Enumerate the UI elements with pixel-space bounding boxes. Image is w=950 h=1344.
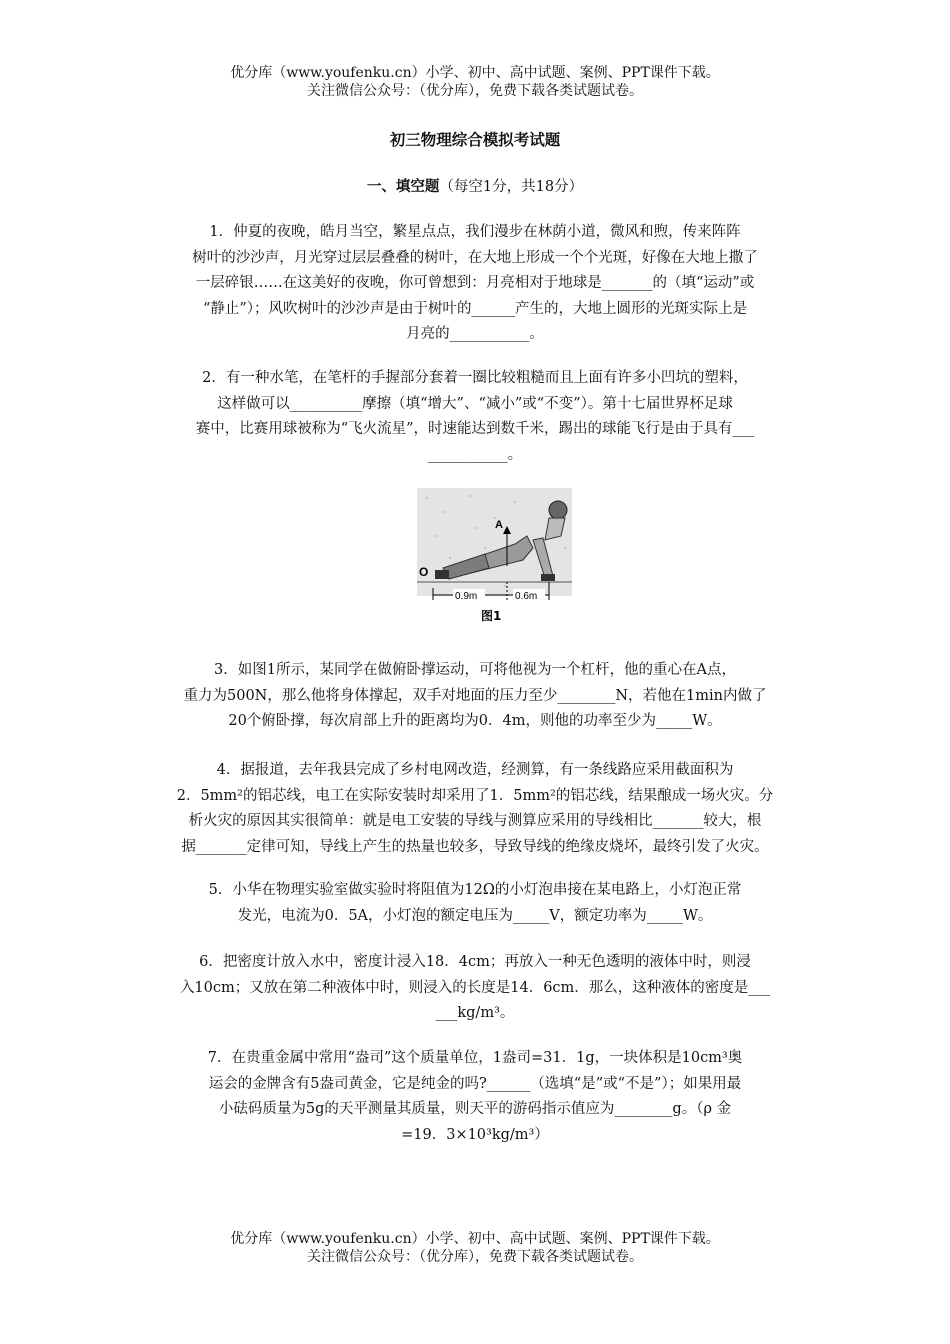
question-line: 入10cm；又放在第二种液体中时，则浸入的长度是14．6cm．那么，这种液体的密度是___ (179, 979, 771, 996)
question-line: 树叶的沙沙声，月光穿过层层叠叠的树叶，在大地上形成一个个光斑，好像在大地上撒了 (192, 249, 758, 266)
question-line: 析火灾的原因其实很简单：就是电工安装的导线与测算应采用的导线相比_______较大，根 (188, 813, 762, 829)
figure-1 (415, 488, 575, 628)
section-heading (0, 175, 950, 196)
question-line: 2．5mm²的铝芯线，电工在实际安装时却采用了1．5mm²的铝芯线，结果酿成一场火灾。分 (176, 787, 774, 804)
question-line: 5．小华在物理实验室做实验时将阻值为12Ω的小灯泡串接在某电路上，小灯泡正常 (208, 882, 742, 898)
page-footer (0, 1230, 950, 1266)
person-feet (435, 570, 449, 579)
question-line: 20个俯卧撑，每次肩部上升的距离均为0．4m，则他的功率至少为_____W。 (228, 713, 722, 729)
question-line: 4．据报道，去年我县完成了乡村电网改造，经测算，有一条线路应采用截面积为 (216, 762, 734, 778)
question-line: 这样做可以__________摩擦（填“增大”、“减小”或“不变”）。第十七届世界杯足球 (217, 395, 733, 412)
dim-label-2: 0.6m (515, 591, 538, 602)
question-line: 赛中，比赛用球被称为“飞火流星”，时速能达到数千米，踢出的球能飞行是由于具有___ (195, 421, 755, 437)
question-line: 7．在贵重金属中常用“盎司”这个质量单位，1盎司=31．1g，一块体积是10cm³奥 (207, 1050, 743, 1066)
question-line: =19．3×10³kg/m³） (401, 1126, 549, 1143)
question-line: 小砝码质量为5g的天平测量其质量，则天平的游码指示值应为________g。（ρ 金 (218, 1101, 732, 1117)
question-line: 据_______定律可知，导线上产生的热量也较多，导致导线的绝缘皮烧坏，最终引发了火灾。 (181, 838, 769, 855)
question-1 (0, 220, 950, 348)
pushup-diagram (415, 488, 575, 628)
question-6 (0, 950, 950, 1027)
question-5 (0, 878, 950, 929)
question-line: 月亮的___________。 (406, 326, 544, 342)
question-line: 发光，电流为0．5A，小灯泡的额定电压为_____V，额定功率为_____W。 (237, 907, 713, 924)
person-head (549, 501, 567, 519)
label-A: A (495, 519, 503, 531)
question-4 (0, 758, 950, 860)
person-hand (541, 574, 555, 581)
question-line: 3．如图1所示，某同学在做俯卧撑运动，可将他视为一个杠杆，他的重心在A点， (214, 662, 736, 678)
question-line: 6．把密度计放入水中，密度计浸入18．4cm；再放入一种无色透明的液体中时，则浸 (199, 954, 751, 970)
question-line: 运会的金牌含有5盎司黄金，它是纯金的吗?______（选填“是”或“不是”）；如果用最 (208, 1075, 742, 1092)
label-O: O (419, 565, 429, 579)
footer-line-2: 关注微信公众号：（优分库），免费下载各类试题试卷。 (307, 1249, 643, 1265)
question-line: 一层碎银……在这美好的夜晚，你可曾想到：月亮相对于地球是_______的（填“运动”或 (195, 275, 755, 291)
question-line: 1．仲夏的夜晚，皓月当空，繁星点点，我们漫步在林荫小道，微风和煦，传来阵阵 (209, 224, 741, 240)
header-line-2: 关注微信公众号：（优分库），免费下载各类试题试卷。 (307, 83, 643, 99)
question-3 (0, 658, 950, 735)
section-name: 一、填空题 (366, 178, 440, 195)
question-line: “静止”）；风吹树叶的沙沙声是由于树叶的______产生的，大地上圆形的光斑实际上是 (202, 300, 748, 317)
page-header (0, 64, 950, 100)
question-line: 2．有一种水笔，在笔杆的手握部分套着一圈比较粗糙而且上面有许多小凹坑的塑料， (202, 370, 748, 386)
page-title: 初三物理综合模拟考试题 (389, 130, 561, 149)
question-7 (0, 1046, 950, 1148)
question-2 (0, 366, 950, 468)
dim-label-1: 0.9m (455, 591, 478, 602)
header-line-1: 优分库（www.youfenku.cn）小学、初中、高中试题、案例、PPT课件下载。 (230, 65, 720, 81)
question-line: ___________。 (427, 446, 523, 463)
footer-line-1: 优分库（www.youfenku.cn）小学、初中、高中试题、案例、PPT课件下载。 (230, 1231, 720, 1247)
section-note: （每空1分，共18分） (439, 179, 584, 195)
question-line: 重力为500N，那么他将身体撑起，双手对地面的压力至少________N，若他在1min内做了 (183, 687, 767, 704)
question-line: ___kg/m³。 (435, 1005, 515, 1021)
figure-caption: 图1 (481, 609, 502, 623)
